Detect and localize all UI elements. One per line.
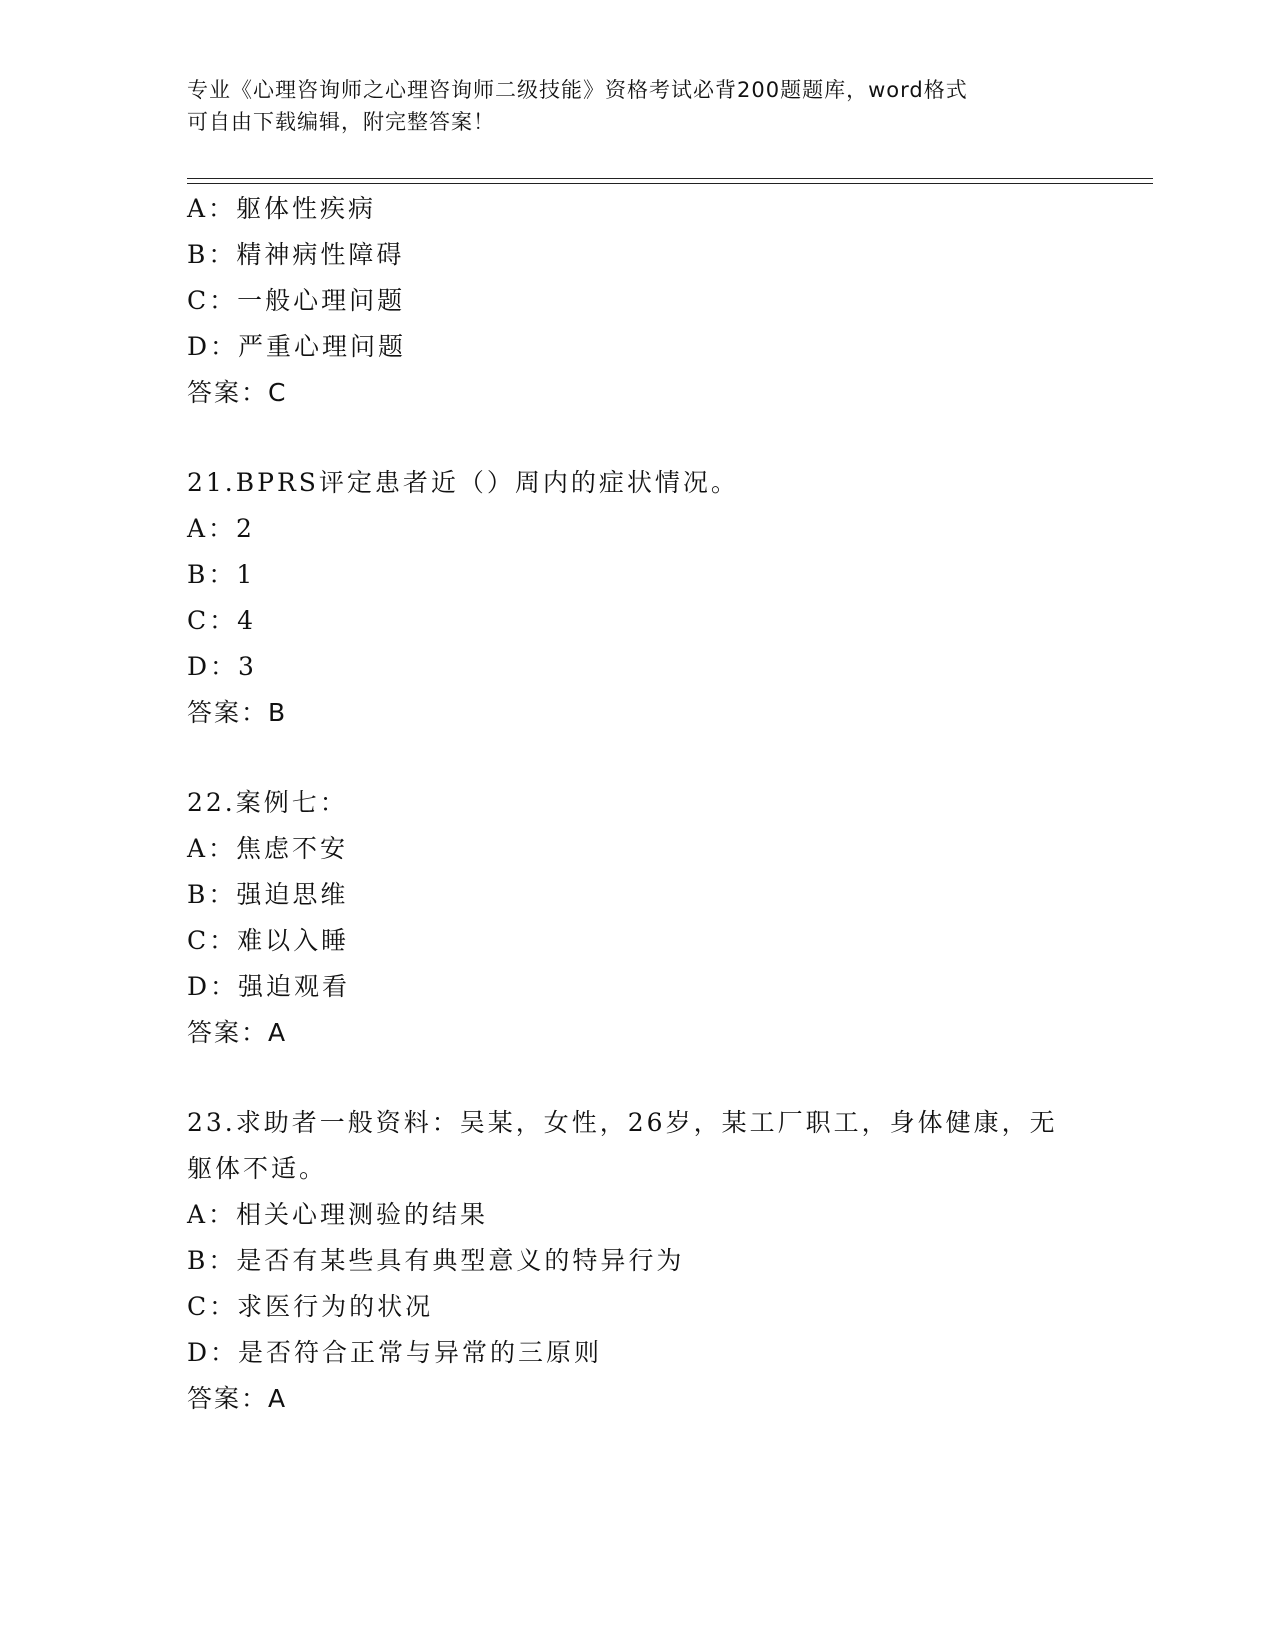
answer: 答案：A xyxy=(187,1384,288,1413)
question-text-line-2: 躯体不适。 xyxy=(187,1154,328,1183)
option-a: A：焦虑不安 xyxy=(187,834,349,863)
question-23 xyxy=(187,1100,1087,1422)
question-text: 22.案例七： xyxy=(187,788,348,817)
option-d: D：强迫观看 xyxy=(187,972,351,1001)
question-21 xyxy=(187,460,1087,736)
answer: 答案：C xyxy=(187,378,288,407)
option-c: C：求医行为的状况 xyxy=(187,1292,434,1321)
option-b: B：是否有某些具有典型意义的特异行为 xyxy=(187,1246,685,1275)
option-d: D：3 xyxy=(187,652,257,681)
option-c: C：4 xyxy=(187,606,257,635)
header-line-1: 专业《心理咨询师之心理咨询师二级技能》资格考试必背200题题库，word格式 xyxy=(187,78,968,102)
question-20 xyxy=(187,186,1087,416)
option-a: A：躯体性疾病 xyxy=(187,194,377,223)
option-d: D：严重心理问题 xyxy=(187,332,407,361)
answer: 答案：A xyxy=(187,1018,288,1047)
spacer xyxy=(187,1056,1087,1100)
option-b: B：强迫思维 xyxy=(187,880,349,909)
option-b: B：1 xyxy=(187,560,256,589)
question-list xyxy=(187,186,1087,1422)
option-a: A：2 xyxy=(187,514,255,543)
option-b: B：精神病性障碍 xyxy=(187,240,405,269)
option-c: C：一般心理问题 xyxy=(187,286,406,315)
option-c: C：难以入睡 xyxy=(187,926,350,955)
answer: 答案：B xyxy=(187,698,288,727)
option-a: A：相关心理测验的结果 xyxy=(187,1200,489,1229)
spacer xyxy=(187,416,1087,460)
header-line-2: 可自由下载编辑，附完整答案！ xyxy=(187,110,495,134)
question-22 xyxy=(187,780,1087,1056)
header-divider-bottom xyxy=(187,183,1153,184)
question-text-line-1: 23.求助者一般资料：吴某，女性，26岁，某工厂职工，身体健康，无 xyxy=(187,1108,1058,1137)
header-divider-top xyxy=(187,178,1153,179)
question-text: 21.BPRS评定患者近（）周内的症状情况。 xyxy=(187,468,739,497)
spacer xyxy=(187,736,1087,780)
document-header xyxy=(187,74,1087,138)
option-d: D：是否符合正常与异常的三原则 xyxy=(187,1338,603,1367)
